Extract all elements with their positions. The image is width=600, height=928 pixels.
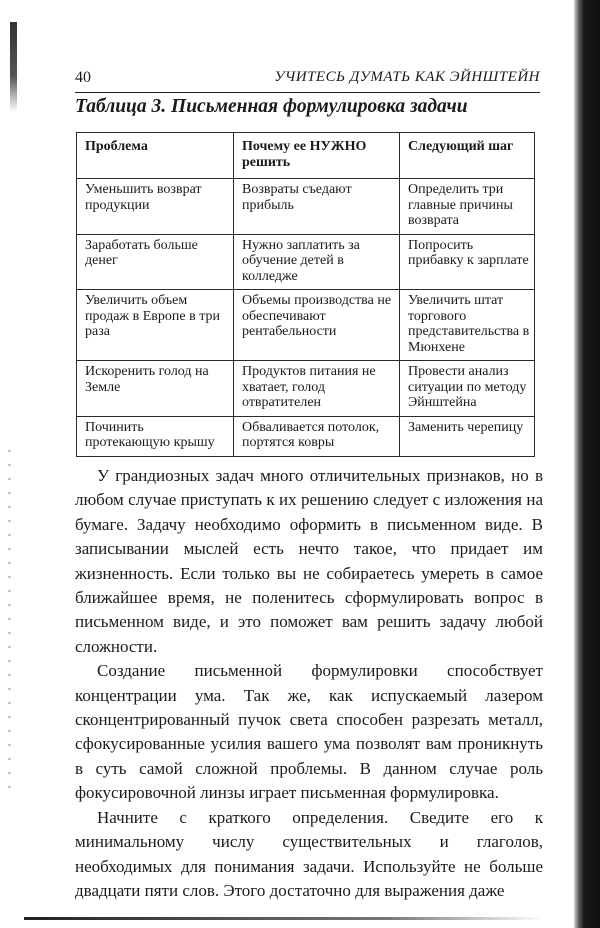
scan-mark [10,22,17,112]
table-row [77,361,535,417]
paragraph: Создание письменной формулировки способствует концентрации ума. Так же, как испускаемый лазером сконцентрированный пучок света способен разрезать металл, сфокусированные усилия вашего ума позволят вам проникнуть в суть самой сложной проблемы. В данном случае роль фокусировочной линзы играет письменная формулировка. [75,661,543,803]
table-cell-problem: Уменьшить возврат продукции [77,179,234,235]
scan-bottom-edge [24,917,544,920]
table-cell-next-step: Определить три главные причины возврата [400,179,535,235]
table-cell-why: Возвраты съедают прибыль [234,179,400,235]
table-row [77,416,535,456]
body-text [75,464,543,903]
table-cell-why: Нужно заплатить за обучение детей в колледже [234,234,400,290]
scan-noise [8,450,11,790]
column-header-why: Почему ее НУЖНО решить [234,133,400,179]
paragraph: Начните с краткого определения. Сведите его к минимальному числу существительных и глаголов, необходимых для понимания задачи. Используйте не больше двадцати пяти слов. Этого достаточно для выражения даже [75,807,543,900]
problem-table [76,132,535,457]
table-cell-problem: Искоренить голод на Земле [77,361,234,417]
table-row [77,179,535,235]
table-cell-why: Продуктов питания не хватает, голод отвратителен [234,361,400,417]
scan-edge-shadow [574,0,600,928]
table-row [77,290,535,361]
table-cell-why: Объемы производства не обеспечивают рентабельности [234,290,400,361]
page-header [75,68,540,93]
table-cell-next-step: Провести анализ ситуации по методу Эйнштейна [400,361,535,417]
table-cell-problem: Починить протекающую крышу [77,416,234,456]
table-cell-next-step: Попросить прибавку к зарплате [400,234,535,290]
paragraph: У грандиозных задач много отличительных признаков, но в любом случае приступать к их решению следует с изложения на бумаге. Задачу необходимо оформить в письменном виде. В записывании мыслей есть нечто такое, что придает им жизненность. Если только вы не собираетесь умереть в самое ближайшее время, не поленитесь сформулировать вопрос в письменном виде, и это поможет вам решить задачу любой сложности. [75,466,543,656]
column-header-next-step: Следующий шаг [400,133,535,179]
table-cell-problem: Увеличить объем продаж в Европе в три раза [77,290,234,361]
table-cell-problem: Заработать больше денег [77,234,234,290]
page-number: 40 [75,69,91,86]
table-cell-next-step: Увеличить штат торгового представительства в Мюнхене [400,290,535,361]
table-cell-next-step: Заменить черепицу [400,416,535,456]
table-row [77,234,535,290]
column-header-problem: Проблема [77,133,234,179]
table-header-row [77,133,535,179]
table-caption: Таблица 3. Письменная формулировка задачи [75,96,468,117]
table-cell-why: Обваливается потолок, портятся ковры [234,416,400,456]
running-title: УЧИТЕСЬ ДУМАТЬ КАК ЭЙНШТЕЙН [274,69,540,85]
